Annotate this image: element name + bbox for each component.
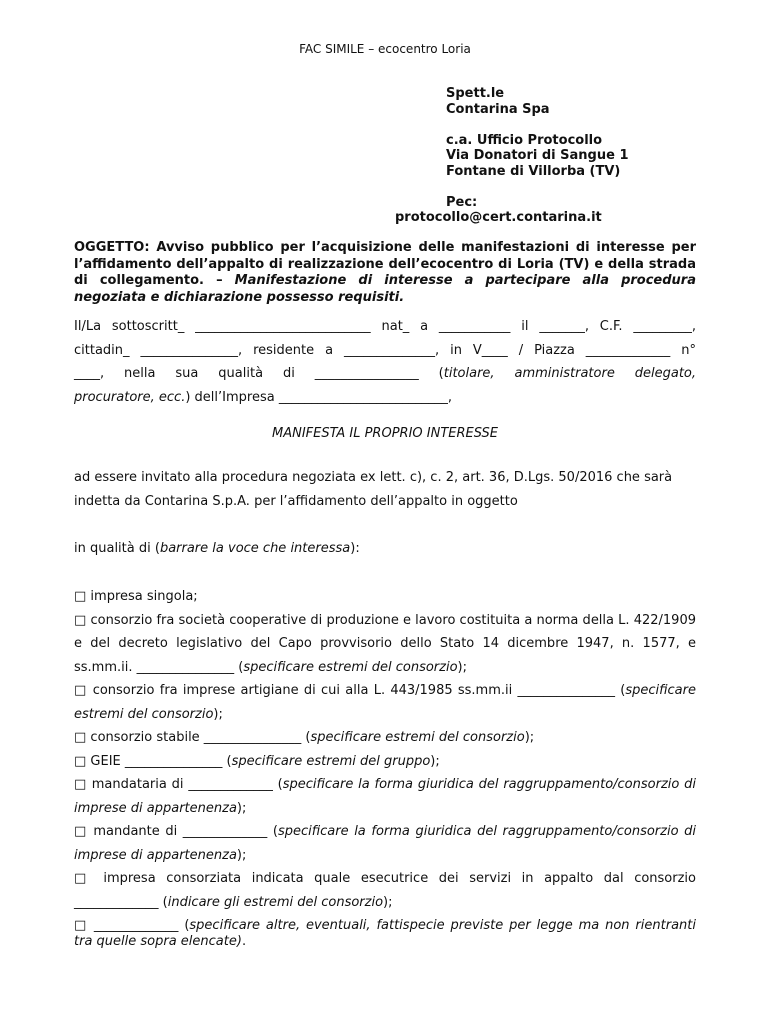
checkbox-icon[interactable]: □ xyxy=(74,589,87,604)
option-consorzio-cooperative[interactable]: □ consorzio fra società cooperative di produzione e lavoro costituita a norma della L. 422/1909 e del decreto legislativo del Capo provvisorio dello Stato 14 dicembre 1947, n. 1577, e ss.mm.ii. _______________ (specificare estremi del consorzio); xyxy=(74,612,696,675)
subject-bold: OGGETTO: Avviso pubblico per l’acquisizione delle manifestazioni di interesse per l’affidamento dell’appalto di realizzazione dell’ecocentro di Loria (TV) e della strada di collegamento. – xyxy=(74,240,696,288)
recipient-address xyxy=(446,86,629,210)
checkbox-icon[interactable]: □ xyxy=(74,918,89,933)
page-header: FAC SIMILE – ecocentro Loria xyxy=(299,42,471,56)
checkbox-icon[interactable]: □ xyxy=(74,730,87,745)
options-list xyxy=(74,585,696,950)
pec-email: protocollo@cert.contarina.it xyxy=(395,210,602,225)
quality-line xyxy=(74,537,696,561)
option-impresa-singola[interactable]: □ impresa singola; xyxy=(74,589,198,604)
checkbox-icon[interactable]: □ xyxy=(74,871,93,886)
option-geie[interactable]: □ GEIE _______________ (specificare estremi del gruppo); xyxy=(74,753,440,769)
intro-paragraph xyxy=(74,315,696,409)
intro-line-2: cittadin_ _______________, residente a ______________, in V____ / Piazza _____________ n° xyxy=(74,342,696,358)
recipient-street: Via Donatori di Sangue 1 xyxy=(446,148,629,163)
option-mandataria[interactable]: □ mandataria di _____________ (specificare la forma giuridica del raggruppamento/consorzio di imprese di appartenenza); xyxy=(74,777,697,816)
checkbox-icon[interactable]: □ xyxy=(74,824,88,839)
checkbox-icon[interactable]: □ xyxy=(74,777,87,792)
quality-italic: barrare la voce che interessa xyxy=(159,541,351,556)
quality-text-c: ): xyxy=(350,541,360,556)
subject-italic: Manifestazione di interesse a partecipare alla procedura negoziata e dichiarazione possesso requisiti. xyxy=(74,273,696,305)
intro-line-3-italic: titolare, amministratore delegato, xyxy=(443,366,696,381)
checkbox-icon[interactable]: □ xyxy=(74,683,88,698)
checkbox-icon[interactable]: □ xyxy=(74,753,87,769)
recipient-salutation: Spett.le xyxy=(446,86,505,101)
subject-paragraph xyxy=(74,240,696,306)
recipient-attention: c.a. Ufficio Protocollo xyxy=(446,132,603,148)
intro-line-3 xyxy=(74,362,696,386)
option-altro[interactable]: □ _____________ (specificare altre, eventuali, fattispecie previste per legge ma non rientranti tra quelle sopra elencate). xyxy=(74,918,696,949)
invite-paragraph: ad essere invitato alla procedura negoziata ex lett. c), c. 2, art. 36, D.Lgs. 50/2016 che sarà indetta da Contarina S.p.A. per l’affidamento dell’appalto in oggetto xyxy=(74,470,673,509)
recipient-city: Fontane di Villorba (TV) xyxy=(446,163,621,179)
option-consorzio-stabile[interactable]: □ consorzio stabile _______________ (specificare estremi del consorzio); xyxy=(74,730,535,745)
checkbox-icon[interactable]: □ xyxy=(74,612,87,628)
intro-line-4-text: ) dell’Impresa __________________________, xyxy=(185,389,452,405)
quality-text-a: in qualità di ( xyxy=(74,541,160,556)
intro-line-4 xyxy=(74,386,696,410)
pec-label: Pec: xyxy=(446,194,478,210)
intro-line-1: Il/La sottoscritt_ ___________________________ nat_ a ___________ il _______, C.F. _________, xyxy=(74,319,696,334)
recipient-company: Contarina Spa xyxy=(446,101,550,117)
intro-line-3-text: ____, nella sua qualità di ________________ ( xyxy=(74,366,444,381)
option-mandante[interactable]: □ mandante di _____________ (specificare la forma giuridica del raggruppamento/consorzio di imprese di appartenenza); xyxy=(74,824,696,863)
option-impresa-consorziata[interactable]: □ impresa consorziata indicata quale esecutrice dei servizi in appalto dal consorzio _____________ (indicare gli estremi del consorzio); xyxy=(74,871,696,910)
option-consorzio-artigiane[interactable]: □ consorzio fra imprese artigiane di cui alla L. 443/1985 ss.mm.ii _______________ (specificare estremi del consorzio); xyxy=(74,683,696,722)
section-title: MANIFESTA IL PROPRIO INTERESSE xyxy=(272,426,498,441)
intro-line-4-italic: procuratore, ecc. xyxy=(74,389,186,405)
